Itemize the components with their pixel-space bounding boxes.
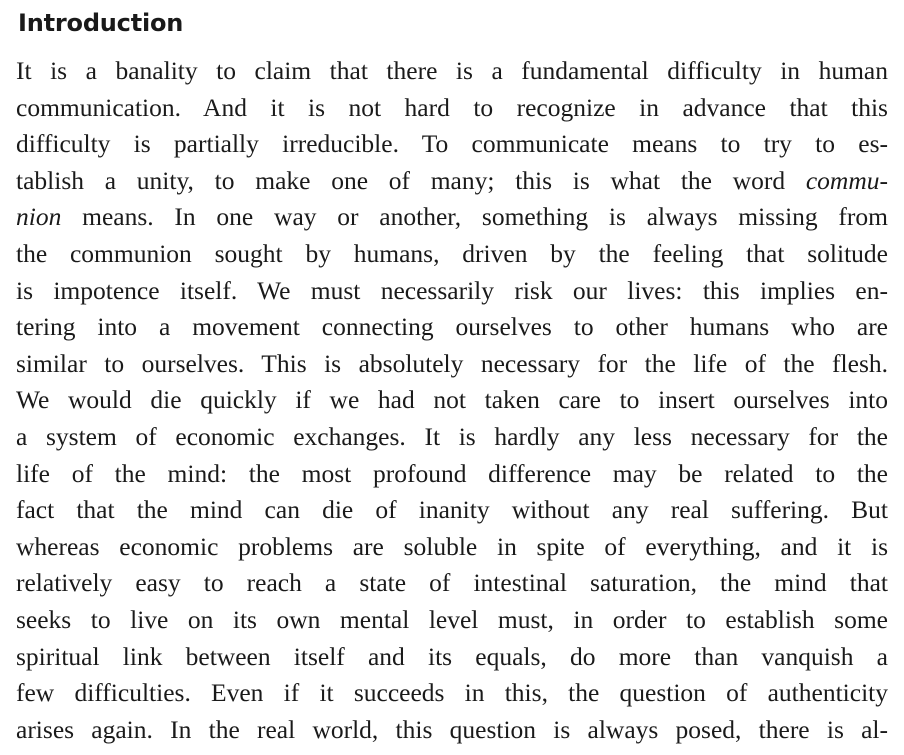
italic-text-segment: nion [16, 202, 62, 232]
text-line [16, 675, 888, 712]
text-segment: relatively easy to reach a state of intestinal saturation, the mind that [16, 568, 888, 598]
text-line [16, 639, 888, 676]
text-line [16, 492, 888, 529]
text-line [16, 712, 888, 749]
text-line [16, 529, 888, 566]
text-segment: tering into a movement connecting ourselves to other humans who are [16, 312, 888, 342]
text-line [16, 565, 888, 602]
text-line [16, 309, 888, 346]
text-line [16, 199, 888, 236]
text-segment: spiritual link between itself and its equals, do more than vanquish a [16, 641, 888, 671]
text-segment: fact that the mind can die of inanity without any real suffering. But [16, 495, 888, 525]
text-segment: the communion sought by humans, driven by the feeling that solitude [16, 238, 888, 268]
section-heading: Introduction [18, 9, 184, 37]
text-line [16, 53, 888, 90]
text-line [16, 346, 888, 383]
text-line [16, 163, 888, 200]
text-segment: life of the mind: the most profound difference may be related to the [16, 458, 888, 488]
text-segment: tablish a unity, to make one of many; this is what the word [16, 165, 806, 195]
text-segment: seeks to live on its own mental level must, in order to establish some [16, 604, 888, 634]
text-segment: a system of economic exchanges. It is hardly any less necessary for the [16, 421, 888, 451]
text-segment: difficulty is partially irreducible. To communicate means to try to es- [16, 129, 888, 159]
text-segment: We would die quickly if we had not taken care to insert ourselves into [16, 385, 888, 415]
text-segment: is impotence itself. We must necessarily risk our lives: this implies en- [16, 275, 888, 305]
text-line [16, 273, 888, 310]
text-segment: communication. And it is not hard to recognize in advance that this [16, 92, 888, 122]
text-segment: It is a banality to claim that there is a fundamental difficulty in human [16, 56, 888, 85]
text-line [16, 382, 888, 419]
text-line [16, 456, 888, 493]
text-segment: few difficulties. Even if it succeeds in this, the question of authenticity [16, 678, 888, 708]
italic-text-segment: commu- [805, 165, 888, 195]
text-line [16, 126, 888, 163]
text-line [16, 419, 888, 456]
text-line [16, 90, 888, 127]
body-paragraph [16, 53, 888, 748]
text-segment: whereas economic problems are soluble in spite of everything, and it is [16, 531, 888, 561]
text-segment: means. In one way or another, something is always missing from [61, 202, 888, 232]
text-line [16, 602, 888, 639]
text-segment: similar to ourselves. This is absolutely necessary for the life of the flesh. [16, 348, 888, 378]
text-segment: arises again. In the real world, this question is always posed, there is al- [16, 714, 889, 744]
text-line [16, 236, 888, 273]
